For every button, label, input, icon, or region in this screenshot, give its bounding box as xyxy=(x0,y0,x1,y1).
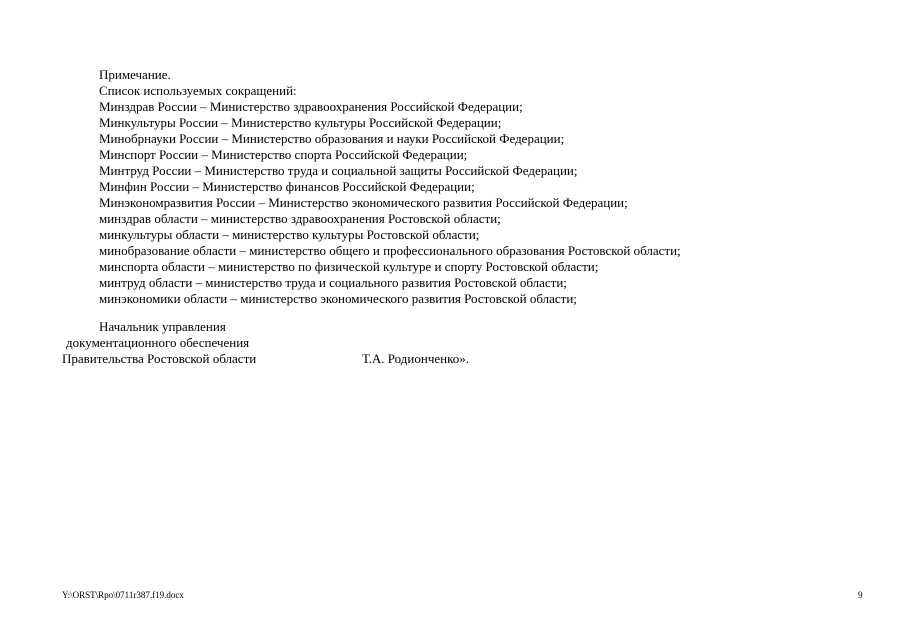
abbreviation-item: минспорта области – министерство по физической культуре и спорту Ростовской области; xyxy=(99,259,599,274)
signatory-title-line-3: Правительства Ростовской области xyxy=(62,351,257,366)
abbreviation-item: минтруд области – министерство труда и социального развития Ростовской области; xyxy=(99,275,567,290)
footer-file-path: Y:\ORST\Rpo\0711r387.f19.docx xyxy=(62,590,184,600)
abbreviation-item: Минздрав России – Министерство здравоохранения Российской Федерации; xyxy=(99,99,523,114)
signatory-name: Т.А. Родионченко». xyxy=(362,351,470,366)
note-heading: Примечание. xyxy=(99,67,171,82)
page-number: 9 xyxy=(858,590,863,600)
abbreviation-item: Минтруд России – Министерство труда и социальной защиты Российской Федерации; xyxy=(99,163,578,178)
abbreviation-item: минобразование области – министерство общего и профессионального образования Ростовской области; xyxy=(99,243,681,258)
abbreviation-item: Минэкономразвития России – Министерство экономического развития Российской Федерации; xyxy=(99,195,628,210)
abbreviation-item: Минкультуры России – Министерство культуры Российской Федерации; xyxy=(99,115,502,130)
note-block xyxy=(99,67,681,307)
abbreviation-item: Минфин России – Министерство финансов Российской Федерации; xyxy=(99,179,475,194)
abbreviation-item: минздрав области – министерство здравоохранения Ростовской области; xyxy=(99,211,501,226)
abbreviation-item: минэкономики области – министерство экономического развития Ростовской области; xyxy=(99,291,577,306)
signatory-title-line-2: документационного обеспечения xyxy=(66,335,250,350)
abbreviation-item: минкультуры области – министерство культуры Ростовской области; xyxy=(99,227,480,242)
abbreviation-item: Минобрнауки России – Министерство образования и науки Российской Федерации; xyxy=(99,131,565,146)
abbreviation-item: Минспорт России – Министерство спорта Российской Федерации; xyxy=(99,147,468,162)
signatory-title-line-1: Начальник управления xyxy=(99,319,226,334)
abbreviation-list-title: Список используемых сокращений: xyxy=(99,83,297,98)
